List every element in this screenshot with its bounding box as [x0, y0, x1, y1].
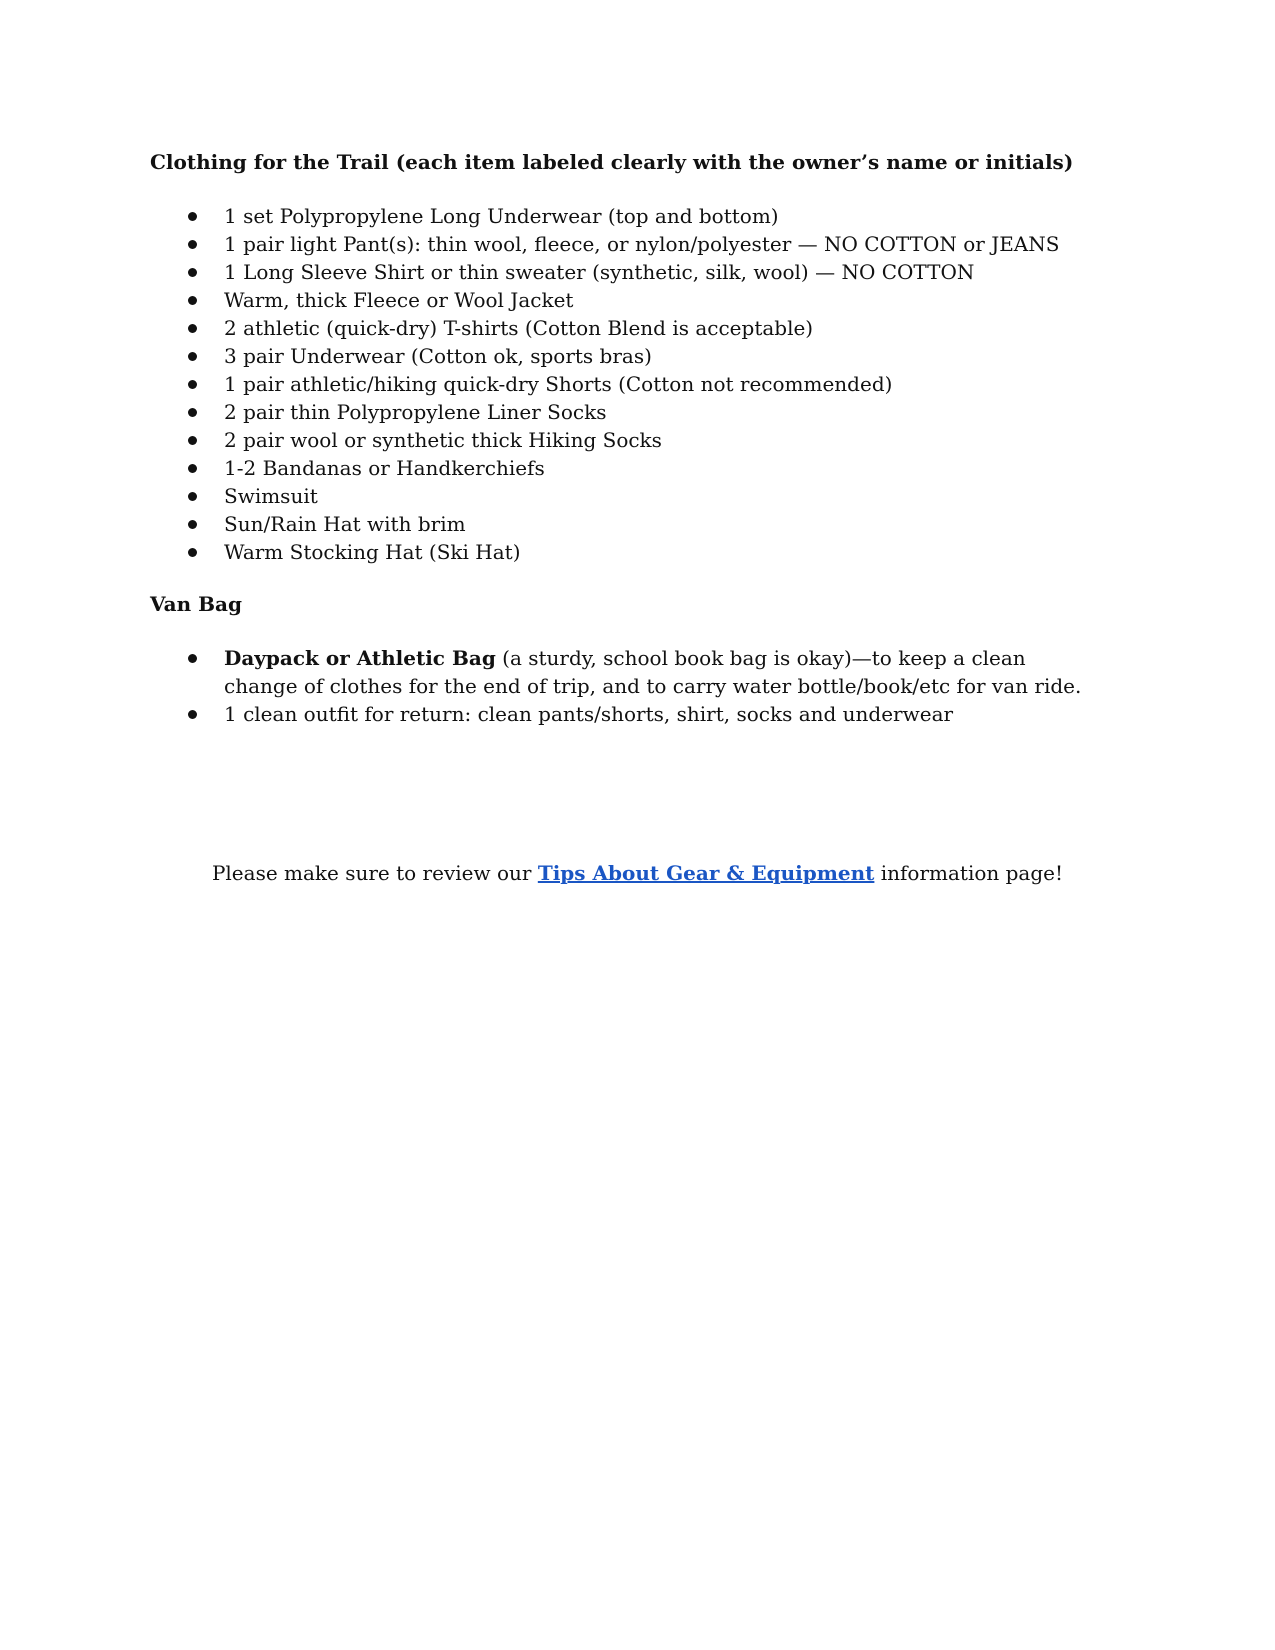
list-item — [150, 370, 1090, 398]
van-bag-heading: Van Bag — [150, 592, 242, 616]
list-item-text: 1-2 Bandanas or Handkerchiefs — [224, 456, 545, 480]
list-item — [150, 510, 1090, 538]
list-item-text: Warm Stocking Hat (Ski Hat) — [224, 540, 521, 564]
list-item — [150, 398, 1090, 426]
list-item — [150, 314, 1090, 342]
list-item — [150, 482, 1090, 510]
list-item-text: Swimsuit — [224, 484, 318, 508]
clothing-list — [150, 202, 1090, 566]
bullet-dot-icon — [188, 654, 197, 663]
list-item-text: (a sturdy, school book bag is okay)—to keep a clean change of clothes for the end of trip, and to carry water bottle/book/etc for van ride. — [224, 646, 1082, 698]
list-item-text: 1 Long Sleeve Shirt or thin sweater (synthetic, silk, wool) — NO COTTON — [224, 260, 975, 284]
bullet-dot-icon — [188, 492, 197, 501]
list-item — [150, 202, 1090, 230]
footer-text-after: information page! — [874, 861, 1064, 885]
list-item-text: Warm, thick Fleece or Wool Jacket — [224, 288, 574, 312]
bullet-dot-icon — [188, 436, 197, 445]
list-item — [150, 700, 1090, 728]
list-item — [150, 342, 1090, 370]
bullet-dot-icon — [188, 380, 197, 389]
bullet-dot-icon — [188, 710, 197, 719]
list-item — [150, 286, 1090, 314]
list-item — [150, 644, 1090, 700]
bullet-dot-icon — [188, 268, 197, 277]
list-item — [150, 230, 1090, 258]
bullet-dot-icon — [188, 408, 197, 417]
van-bag-list — [150, 644, 1090, 728]
bullet-dot-icon — [188, 548, 197, 557]
clothing-heading: Clothing for the Trail (each item labeled clearly with the owner’s name or initials) — [150, 150, 1074, 174]
list-item-text: 1 pair light Pant(s): thin wool, fleece, or nylon/polyester — NO COTTON or JEANS — [224, 232, 1060, 256]
bullet-dot-icon — [188, 324, 197, 333]
list-item — [150, 454, 1090, 482]
list-item-text: Sun/Rain Hat with brim — [224, 512, 466, 536]
bullet-dot-icon — [188, 520, 197, 529]
footer-text-before: Please make sure to review our — [211, 861, 538, 885]
list-item-bold-text: Daypack or Athletic Bag — [224, 646, 496, 670]
bullet-dot-icon — [188, 240, 197, 249]
bullet-dot-icon — [188, 352, 197, 361]
list-item-text: 2 pair wool or synthetic thick Hiking Socks — [224, 428, 662, 452]
footer-note — [0, 859, 1275, 887]
list-item-text: 3 pair Underwear (Cotton ok, sports bras) — [224, 344, 652, 368]
list-item — [150, 426, 1090, 454]
list-item-text: 1 set Polypropylene Long Underwear (top and bottom) — [224, 204, 779, 228]
list-item-text: 1 pair athletic/hiking quick-dry Shorts (Cotton not recommended) — [224, 372, 893, 396]
bullet-dot-icon — [188, 464, 197, 473]
list-item-text: 2 athletic (quick-dry) T-shirts (Cotton Blend is acceptable) — [224, 316, 814, 340]
tips-gear-equipment-link[interactable]: Tips About Gear & Equipment — [537, 861, 875, 885]
list-item — [150, 258, 1090, 286]
bullet-dot-icon — [188, 296, 197, 305]
list-item-text: 2 pair thin Polypropylene Liner Socks — [224, 400, 607, 424]
list-item-text: 1 clean outfit for return: clean pants/shorts, shirt, socks and underwear — [224, 702, 954, 726]
bullet-dot-icon — [188, 212, 197, 221]
list-item — [150, 538, 1090, 566]
